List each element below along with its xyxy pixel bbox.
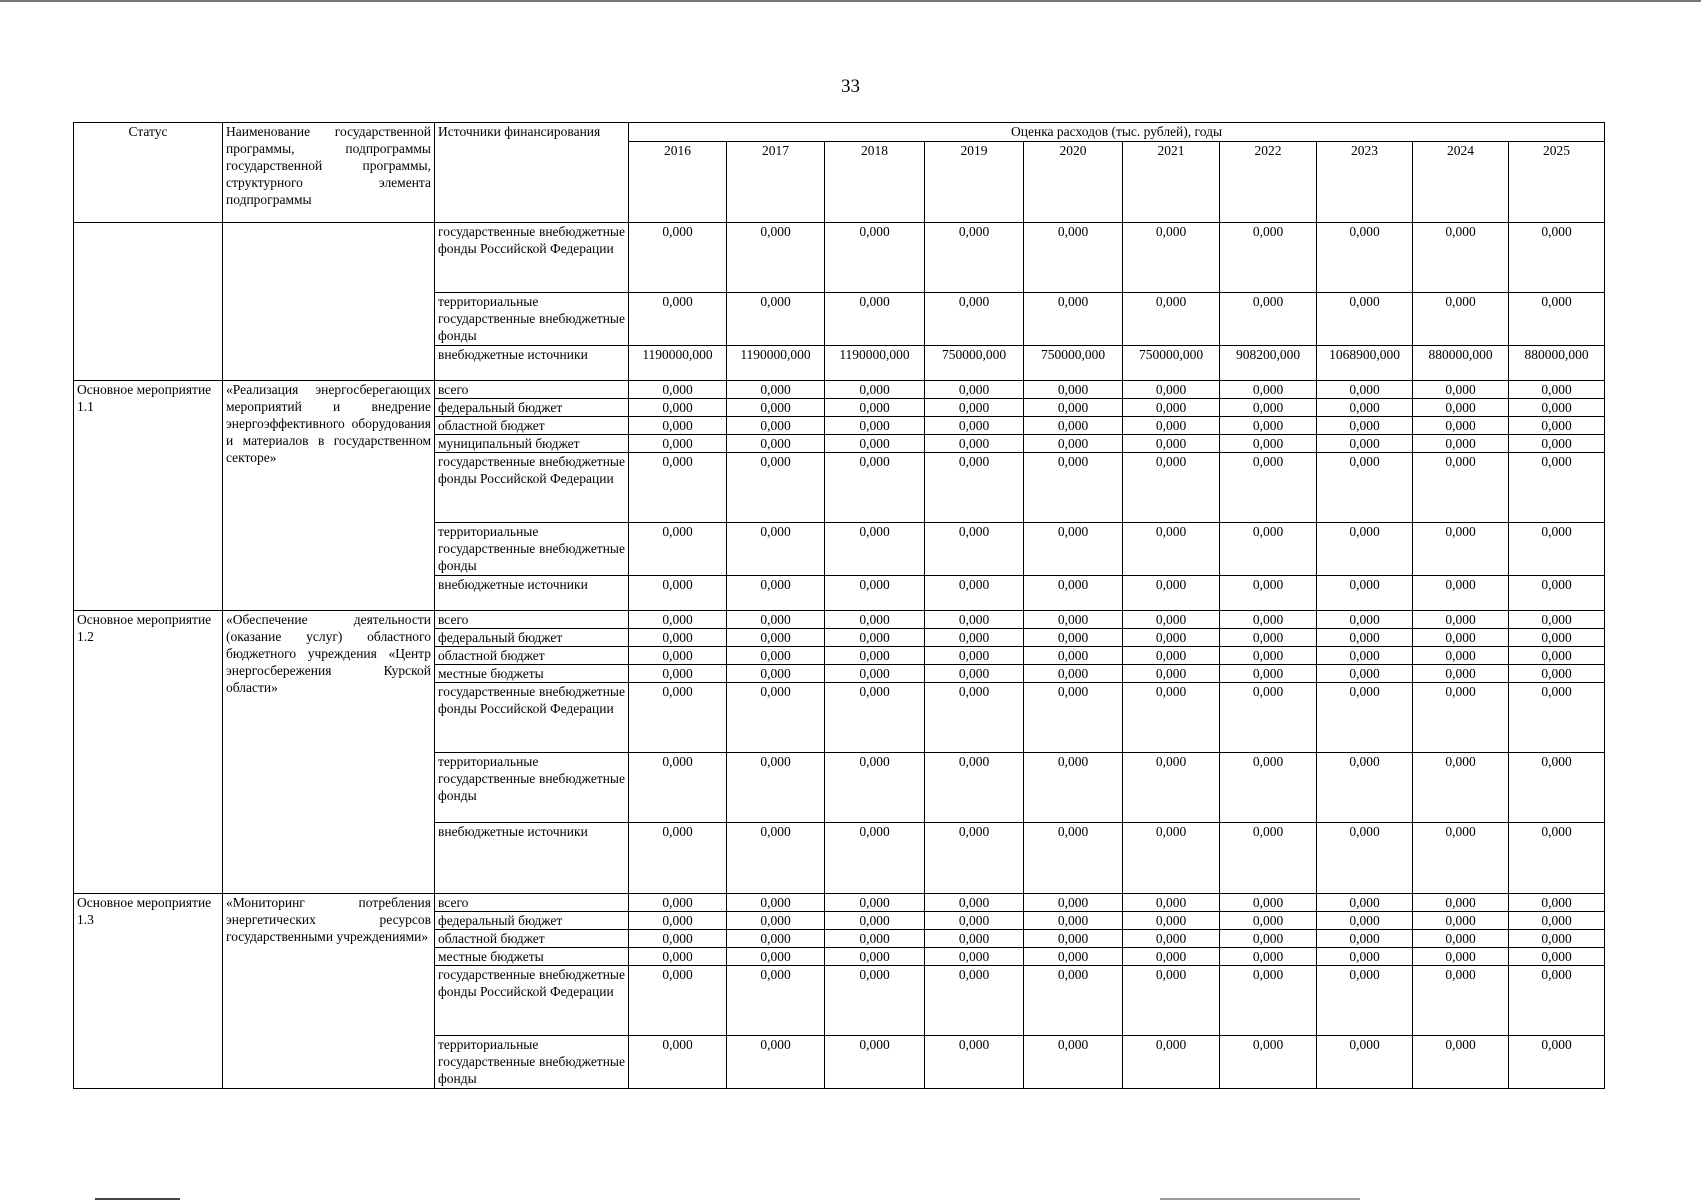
value-cell: 1190000,000 xyxy=(629,346,727,381)
value-cell: 0,000 xyxy=(1509,381,1605,399)
funding-source-cell: территориальные государственные внебюджетные фонды xyxy=(435,1036,629,1089)
value-cell: 0,000 xyxy=(1317,399,1413,417)
value-cell: 0,000 xyxy=(1220,381,1317,399)
value-cell: 0,000 xyxy=(1220,647,1317,665)
value-cell: 0,000 xyxy=(1317,611,1413,629)
program-name-cell: «Обеспечение деятельности (оказание услуг) областного бюджетного учреждения «Центр энергосбережения Курской области» xyxy=(223,611,435,894)
value-cell: 0,000 xyxy=(1024,399,1123,417)
value-cell: 0,000 xyxy=(825,683,925,753)
value-cell: 0,000 xyxy=(1220,823,1317,894)
value-cell: 0,000 xyxy=(629,381,727,399)
value-cell: 0,000 xyxy=(1413,453,1509,523)
value-cell: 0,000 xyxy=(1413,399,1509,417)
value-cell: 0,000 xyxy=(1317,629,1413,647)
value-cell: 0,000 xyxy=(925,683,1024,753)
funding-source-cell: федеральный бюджет xyxy=(435,399,629,417)
value-cell: 0,000 xyxy=(1509,930,1605,948)
funding-source-cell: государственные внебюджетные фонды Российской Федерации xyxy=(435,453,629,523)
value-cell: 0,000 xyxy=(1509,683,1605,753)
value-cell: 0,000 xyxy=(925,647,1024,665)
value-cell: 0,000 xyxy=(1123,453,1220,523)
funding-source-cell: государственные внебюджетные фонды Российской Федерации xyxy=(435,223,629,293)
value-cell: 0,000 xyxy=(1024,629,1123,647)
value-cell: 0,000 xyxy=(629,629,727,647)
value-cell: 0,000 xyxy=(1413,576,1509,611)
value-cell: 0,000 xyxy=(727,611,825,629)
value-cell: 0,000 xyxy=(925,912,1024,930)
funding-source-cell: внебюджетные источники xyxy=(435,576,629,611)
status-cell: Основное мероприятие 1.1 xyxy=(74,381,223,611)
funding-source-cell: местные бюджеты xyxy=(435,948,629,966)
value-cell: 0,000 xyxy=(1220,753,1317,823)
value-cell: 0,000 xyxy=(1317,823,1413,894)
value-cell: 0,000 xyxy=(1317,417,1413,435)
value-cell: 0,000 xyxy=(629,912,727,930)
header-year: 2022 xyxy=(1220,142,1317,223)
value-cell: 0,000 xyxy=(629,399,727,417)
value-cell: 0,000 xyxy=(629,417,727,435)
value-cell: 0,000 xyxy=(1024,948,1123,966)
value-cell: 0,000 xyxy=(1413,753,1509,823)
header-year: 2019 xyxy=(925,142,1024,223)
value-cell: 0,000 xyxy=(1220,948,1317,966)
value-cell: 880000,000 xyxy=(1413,346,1509,381)
funding-source-cell: областной бюджет xyxy=(435,930,629,948)
value-cell: 0,000 xyxy=(925,665,1024,683)
value-cell: 0,000 xyxy=(925,399,1024,417)
value-cell: 0,000 xyxy=(727,683,825,753)
value-cell: 0,000 xyxy=(1123,1036,1220,1089)
funding-source-cell: государственные внебюджетные фонды Российской Федерации xyxy=(435,966,629,1036)
value-cell: 0,000 xyxy=(825,223,925,293)
value-cell: 0,000 xyxy=(1024,930,1123,948)
value-cell: 0,000 xyxy=(1509,435,1605,453)
value-cell: 0,000 xyxy=(1024,683,1123,753)
value-cell: 0,000 xyxy=(727,647,825,665)
value-cell: 0,000 xyxy=(629,753,727,823)
value-cell: 0,000 xyxy=(925,948,1024,966)
value-cell: 0,000 xyxy=(727,453,825,523)
value-cell: 0,000 xyxy=(1123,948,1220,966)
funding-source-cell: всего xyxy=(435,381,629,399)
value-cell: 0,000 xyxy=(925,753,1024,823)
value-cell: 0,000 xyxy=(1509,576,1605,611)
value-cell: 0,000 xyxy=(1509,293,1605,346)
value-cell: 0,000 xyxy=(727,930,825,948)
value-cell: 0,000 xyxy=(1024,753,1123,823)
value-cell: 0,000 xyxy=(1413,665,1509,683)
value-cell: 0,000 xyxy=(727,293,825,346)
value-cell: 0,000 xyxy=(925,930,1024,948)
funding-source-cell: всего xyxy=(435,611,629,629)
value-cell: 0,000 xyxy=(727,966,825,1036)
value-cell: 0,000 xyxy=(1123,611,1220,629)
value-cell: 0,000 xyxy=(1413,683,1509,753)
value-cell: 0,000 xyxy=(1024,894,1123,912)
value-cell: 1190000,000 xyxy=(727,346,825,381)
header-status: Статус xyxy=(74,123,223,223)
value-cell: 0,000 xyxy=(629,894,727,912)
program-name-cell: «Реализация энергосберегающих мероприятий и внедрение энергоэффективного оборудования и материалов в государственном секторе» xyxy=(223,381,435,611)
value-cell: 0,000 xyxy=(1509,223,1605,293)
value-cell: 0,000 xyxy=(1317,894,1413,912)
header-year: 2020 xyxy=(1024,142,1123,223)
header-sources: Источники финансирования xyxy=(435,123,629,223)
value-cell: 0,000 xyxy=(727,629,825,647)
value-cell: 0,000 xyxy=(1413,948,1509,966)
value-cell: 0,000 xyxy=(1123,683,1220,753)
value-cell: 0,000 xyxy=(1123,576,1220,611)
table-row xyxy=(74,611,1605,629)
value-cell: 0,000 xyxy=(1509,399,1605,417)
value-cell: 0,000 xyxy=(1509,966,1605,1036)
funding-source-cell: федеральный бюджет xyxy=(435,912,629,930)
value-cell: 0,000 xyxy=(925,823,1024,894)
value-cell: 0,000 xyxy=(825,894,925,912)
value-cell: 0,000 xyxy=(1024,453,1123,523)
table-row xyxy=(74,381,1605,399)
funding-source-cell: всего xyxy=(435,894,629,912)
value-cell: 0,000 xyxy=(1220,453,1317,523)
value-cell: 0,000 xyxy=(1509,647,1605,665)
value-cell: 0,000 xyxy=(1024,823,1123,894)
value-cell: 0,000 xyxy=(1413,293,1509,346)
value-cell: 0,000 xyxy=(1123,753,1220,823)
value-cell: 0,000 xyxy=(1509,1036,1605,1089)
value-cell: 0,000 xyxy=(825,611,925,629)
value-cell: 0,000 xyxy=(1220,930,1317,948)
value-cell: 0,000 xyxy=(1413,912,1509,930)
value-cell: 0,000 xyxy=(1024,912,1123,930)
value-cell: 0,000 xyxy=(1413,966,1509,1036)
value-cell: 0,000 xyxy=(825,966,925,1036)
value-cell: 0,000 xyxy=(1317,435,1413,453)
value-cell: 0,000 xyxy=(1220,966,1317,1036)
value-cell: 0,000 xyxy=(1220,293,1317,346)
value-cell: 0,000 xyxy=(727,223,825,293)
value-cell: 0,000 xyxy=(1317,523,1413,576)
value-cell: 0,000 xyxy=(1317,453,1413,523)
value-cell: 0,000 xyxy=(1220,417,1317,435)
value-cell: 0,000 xyxy=(1024,381,1123,399)
value-cell: 0,000 xyxy=(1024,435,1123,453)
value-cell: 0,000 xyxy=(1123,417,1220,435)
value-cell: 0,000 xyxy=(727,576,825,611)
value-cell: 0,000 xyxy=(629,576,727,611)
value-cell: 0,000 xyxy=(1413,435,1509,453)
value-cell: 0,000 xyxy=(925,223,1024,293)
funding-source-cell: областной бюджет xyxy=(435,417,629,435)
value-cell: 0,000 xyxy=(825,417,925,435)
value-cell: 0,000 xyxy=(1317,966,1413,1036)
value-cell: 0,000 xyxy=(1024,611,1123,629)
status-cell: Основное мероприятие 1.2 xyxy=(74,611,223,894)
header-estimate: Оценка расходов (тыс. рублей), годы xyxy=(629,123,1605,142)
value-cell: 0,000 xyxy=(925,523,1024,576)
value-cell: 0,000 xyxy=(1317,948,1413,966)
value-cell: 0,000 xyxy=(825,665,925,683)
value-cell: 0,000 xyxy=(1413,381,1509,399)
header-program-name: Наименование государственной программы, подпрограммы государственной программы, структурного элемента подпрограммы xyxy=(223,123,435,223)
value-cell: 0,000 xyxy=(825,629,925,647)
value-cell: 750000,000 xyxy=(1024,346,1123,381)
value-cell: 0,000 xyxy=(825,753,925,823)
value-cell: 0,000 xyxy=(1220,1036,1317,1089)
value-cell: 0,000 xyxy=(727,1036,825,1089)
value-cell: 0,000 xyxy=(1413,417,1509,435)
value-cell: 0,000 xyxy=(1413,647,1509,665)
value-cell: 0,000 xyxy=(825,399,925,417)
value-cell: 0,000 xyxy=(1123,912,1220,930)
value-cell: 0,000 xyxy=(1317,1036,1413,1089)
value-cell: 0,000 xyxy=(629,293,727,346)
value-cell: 0,000 xyxy=(825,453,925,523)
value-cell: 0,000 xyxy=(1317,293,1413,346)
value-cell: 0,000 xyxy=(629,665,727,683)
table-row xyxy=(74,223,1605,293)
value-cell: 0,000 xyxy=(1413,611,1509,629)
value-cell: 0,000 xyxy=(629,435,727,453)
value-cell: 0,000 xyxy=(1509,453,1605,523)
value-cell: 0,000 xyxy=(925,629,1024,647)
value-cell: 0,000 xyxy=(1317,665,1413,683)
value-cell: 0,000 xyxy=(825,823,925,894)
funding-source-cell: территориальные государственные внебюджетные фонды xyxy=(435,293,629,346)
program-name-cell xyxy=(223,223,435,381)
header-year: 2021 xyxy=(1123,142,1220,223)
value-cell: 0,000 xyxy=(1024,417,1123,435)
header-year: 2018 xyxy=(825,142,925,223)
value-cell: 0,000 xyxy=(1509,912,1605,930)
value-cell: 0,000 xyxy=(1123,823,1220,894)
value-cell: 0,000 xyxy=(825,948,925,966)
value-cell: 0,000 xyxy=(727,823,825,894)
value-cell: 0,000 xyxy=(1317,753,1413,823)
value-cell: 0,000 xyxy=(1317,576,1413,611)
program-name-cell: «Мониторинг потребления энергетических ресурсов государственными учреждениями» xyxy=(223,894,435,1089)
header-year: 2016 xyxy=(629,142,727,223)
value-cell: 0,000 xyxy=(727,417,825,435)
value-cell: 0,000 xyxy=(825,647,925,665)
value-cell: 0,000 xyxy=(1024,293,1123,346)
value-cell: 0,000 xyxy=(727,753,825,823)
value-cell: 0,000 xyxy=(1123,930,1220,948)
budget-table xyxy=(73,122,1605,1089)
value-cell: 0,000 xyxy=(629,223,727,293)
header-year: 2023 xyxy=(1317,142,1413,223)
value-cell: 0,000 xyxy=(825,381,925,399)
funding-source-cell: территориальные государственные внебюджетные фонды xyxy=(435,523,629,576)
value-cell: 0,000 xyxy=(727,523,825,576)
value-cell: 0,000 xyxy=(1509,753,1605,823)
value-cell: 0,000 xyxy=(727,399,825,417)
funding-source-cell: областной бюджет xyxy=(435,647,629,665)
value-cell: 0,000 xyxy=(727,894,825,912)
value-cell: 0,000 xyxy=(1123,223,1220,293)
value-cell: 0,000 xyxy=(925,381,1024,399)
value-cell: 0,000 xyxy=(1509,823,1605,894)
value-cell: 0,000 xyxy=(1509,417,1605,435)
table-row xyxy=(74,894,1605,912)
value-cell: 0,000 xyxy=(727,435,825,453)
funding-source-cell: государственные внебюджетные фонды Российской Федерации xyxy=(435,683,629,753)
value-cell: 0,000 xyxy=(727,665,825,683)
value-cell: 0,000 xyxy=(1317,647,1413,665)
value-cell: 0,000 xyxy=(1024,665,1123,683)
funding-source-cell: внебюджетные источники xyxy=(435,823,629,894)
value-cell: 0,000 xyxy=(629,823,727,894)
value-cell: 0,000 xyxy=(825,435,925,453)
value-cell: 0,000 xyxy=(1220,665,1317,683)
value-cell: 0,000 xyxy=(1509,523,1605,576)
value-cell: 0,000 xyxy=(629,930,727,948)
value-cell: 0,000 xyxy=(1123,966,1220,1036)
value-cell: 0,000 xyxy=(1123,629,1220,647)
value-cell: 0,000 xyxy=(1220,576,1317,611)
value-cell: 0,000 xyxy=(1024,223,1123,293)
value-cell: 0,000 xyxy=(925,435,1024,453)
value-cell: 0,000 xyxy=(1123,523,1220,576)
value-cell: 0,000 xyxy=(1413,629,1509,647)
value-cell: 0,000 xyxy=(1509,629,1605,647)
value-cell: 0,000 xyxy=(1317,381,1413,399)
value-cell: 0,000 xyxy=(1413,894,1509,912)
value-cell: 0,000 xyxy=(825,930,925,948)
value-cell: 1068900,000 xyxy=(1317,346,1413,381)
value-cell: 0,000 xyxy=(925,1036,1024,1089)
value-cell: 0,000 xyxy=(1024,1036,1123,1089)
value-cell: 0,000 xyxy=(1413,523,1509,576)
value-cell: 0,000 xyxy=(925,417,1024,435)
page-number: 33 xyxy=(841,76,860,97)
value-cell: 0,000 xyxy=(925,966,1024,1036)
value-cell: 750000,000 xyxy=(925,346,1024,381)
funding-source-cell: муниципальный бюджет xyxy=(435,435,629,453)
value-cell: 0,000 xyxy=(1509,894,1605,912)
value-cell: 0,000 xyxy=(825,523,925,576)
value-cell: 0,000 xyxy=(1317,683,1413,753)
value-cell: 0,000 xyxy=(1220,435,1317,453)
status-cell xyxy=(74,223,223,381)
value-cell: 908200,000 xyxy=(1220,346,1317,381)
value-cell: 0,000 xyxy=(1220,629,1317,647)
value-cell: 0,000 xyxy=(1123,894,1220,912)
value-cell: 0,000 xyxy=(727,381,825,399)
value-cell: 0,000 xyxy=(1220,894,1317,912)
value-cell: 0,000 xyxy=(1123,647,1220,665)
value-cell: 0,000 xyxy=(1413,223,1509,293)
value-cell: 0,000 xyxy=(727,948,825,966)
value-cell: 0,000 xyxy=(629,611,727,629)
status-cell: Основное мероприятие 1.3 xyxy=(74,894,223,1089)
value-cell: 0,000 xyxy=(1413,1036,1509,1089)
value-cell: 0,000 xyxy=(1509,948,1605,966)
value-cell: 0,000 xyxy=(1220,399,1317,417)
funding-source-cell: местные бюджеты xyxy=(435,665,629,683)
value-cell: 0,000 xyxy=(1123,399,1220,417)
value-cell: 0,000 xyxy=(925,611,1024,629)
value-cell: 0,000 xyxy=(1509,611,1605,629)
header-year: 2025 xyxy=(1509,142,1605,223)
value-cell: 0,000 xyxy=(1509,665,1605,683)
value-cell: 0,000 xyxy=(1317,223,1413,293)
value-cell: 0,000 xyxy=(629,966,727,1036)
value-cell: 0,000 xyxy=(925,453,1024,523)
value-cell: 0,000 xyxy=(1317,912,1413,930)
header-year: 2017 xyxy=(727,142,825,223)
value-cell: 0,000 xyxy=(925,576,1024,611)
header-year: 2024 xyxy=(1413,142,1509,223)
value-cell: 1190000,000 xyxy=(825,346,925,381)
value-cell: 0,000 xyxy=(629,523,727,576)
funding-source-cell: территориальные государственные внебюджетные фонды xyxy=(435,753,629,823)
scan-edge-top xyxy=(0,0,1701,2)
funding-source-cell: внебюджетные источники xyxy=(435,346,629,381)
value-cell: 0,000 xyxy=(825,576,925,611)
value-cell: 0,000 xyxy=(1024,523,1123,576)
value-cell: 880000,000 xyxy=(1509,346,1605,381)
value-cell: 0,000 xyxy=(1024,576,1123,611)
value-cell: 0,000 xyxy=(1123,293,1220,346)
value-cell: 0,000 xyxy=(629,948,727,966)
value-cell: 0,000 xyxy=(825,912,925,930)
value-cell: 0,000 xyxy=(1413,930,1509,948)
value-cell: 0,000 xyxy=(1220,523,1317,576)
value-cell: 0,000 xyxy=(629,647,727,665)
value-cell: 0,000 xyxy=(925,293,1024,346)
value-cell: 0,000 xyxy=(1123,381,1220,399)
value-cell: 0,000 xyxy=(629,683,727,753)
funding-source-cell: федеральный бюджет xyxy=(435,629,629,647)
value-cell: 0,000 xyxy=(825,293,925,346)
value-cell: 0,000 xyxy=(1220,223,1317,293)
value-cell: 0,000 xyxy=(1220,683,1317,753)
value-cell: 0,000 xyxy=(629,1036,727,1089)
value-cell: 0,000 xyxy=(1024,647,1123,665)
value-cell: 0,000 xyxy=(629,453,727,523)
value-cell: 0,000 xyxy=(1413,823,1509,894)
value-cell: 0,000 xyxy=(1024,966,1123,1036)
value-cell: 750000,000 xyxy=(1123,346,1220,381)
value-cell: 0,000 xyxy=(1123,435,1220,453)
value-cell: 0,000 xyxy=(925,894,1024,912)
value-cell: 0,000 xyxy=(825,1036,925,1089)
value-cell: 0,000 xyxy=(727,912,825,930)
value-cell: 0,000 xyxy=(1123,665,1220,683)
value-cell: 0,000 xyxy=(1220,912,1317,930)
value-cell: 0,000 xyxy=(1317,930,1413,948)
value-cell: 0,000 xyxy=(1220,611,1317,629)
